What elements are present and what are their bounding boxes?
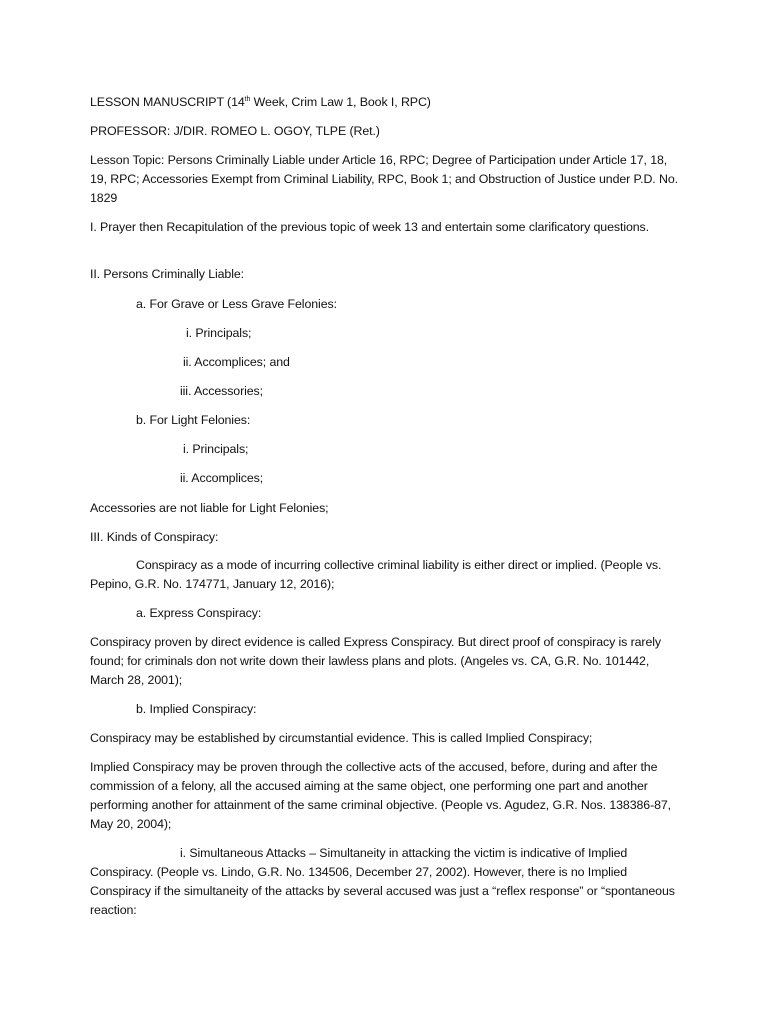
conspiracy-intro: Conspiracy as a mode of incurring collective criminal liability is either direct or implied. (People vs. Pepino, G.R. No. 174771, January 12, 2016); [90,558,662,591]
professor-line: PROFESSOR: J/DIR. ROMEO L. OGOY, TLPE (Ret.) [90,124,380,138]
title-superscript: th [244,96,251,103]
section-2b-heading: b. For Light Felonies: [136,413,251,427]
section-1: I. Prayer then Recapitulation of the previous topic of week 13 and entertain some clarificatory questions. [90,220,649,234]
section-2a-item-ii: ii. Accomplices; and [183,355,290,369]
implied-conspiracy-text-1: Conspiracy may be established by circumstantial evidence. This is called Implied Conspiracy; [90,731,593,745]
implied-conspiracy-text-2: Implied Conspiracy may be proven through the collective acts of the accused, before, during and after the commission of a felony, all the accused aiming at the same object, one performing one part and another performing another for attainment of the same criminal objective. (People vs. Agudez, G.R. Nos. 138386-87, May 20, 2004); [90,760,672,831]
section-2-heading: II. Persons Criminally Liable: [90,267,245,281]
section-3a-heading: a. Express Conspiracy: [136,606,262,620]
express-conspiracy-text: Conspiracy proven by direct evidence is called Express Conspiracy. But direct proof of conspiracy is rarely found; for criminals don not write down their lawless plans and plots. (Angeles vs. CA, G.R. No. 101442, March 28, 2001); [90,635,661,687]
section-2a-item-iii: iii. Accessories; [180,384,263,398]
document-title [90,93,680,112]
lesson-topic: Lesson Topic: Persons Criminally Liable under Article 16, RPC; Degree of Participation under Article 17, 18, 19, RPC; Accessories Exempt from Criminal Liability, RPC, Book 1; and Obstruction of Justice under P.D. No. 1829 [90,153,678,205]
title-text: LESSON MANUSCRIPT (14 [90,95,245,109]
section-2a-item-i: i. Principals; [186,326,252,340]
section-3b-heading: b. Implied Conspiracy: [136,702,257,716]
section-2b-item-ii: ii. Accomplices; [180,471,264,485]
section-3-heading: III. Kinds of Conspiracy: [90,530,219,544]
section-2a-heading: a. For Grave or Less Grave Felonies: [136,297,337,311]
title-text-end: Week, Crim Law 1, Book I, RPC) [250,95,431,109]
accessories-note: Accessories are not liable for Light Felonies; [90,501,329,515]
section-2b-item-i: i. Principals; [183,442,249,456]
simultaneous-attacks: i. Simultaneous Attacks – Simultaneity in attacking the victim is indicative of Implied Conspiracy. (People vs. Lindo, G.R. No. 134506, December 27, 2002). However, there is no Implied Conspiracy if the simultaneity of the attacks by several accused was just a “reflex response” or “spontaneous reaction: [90,846,675,917]
